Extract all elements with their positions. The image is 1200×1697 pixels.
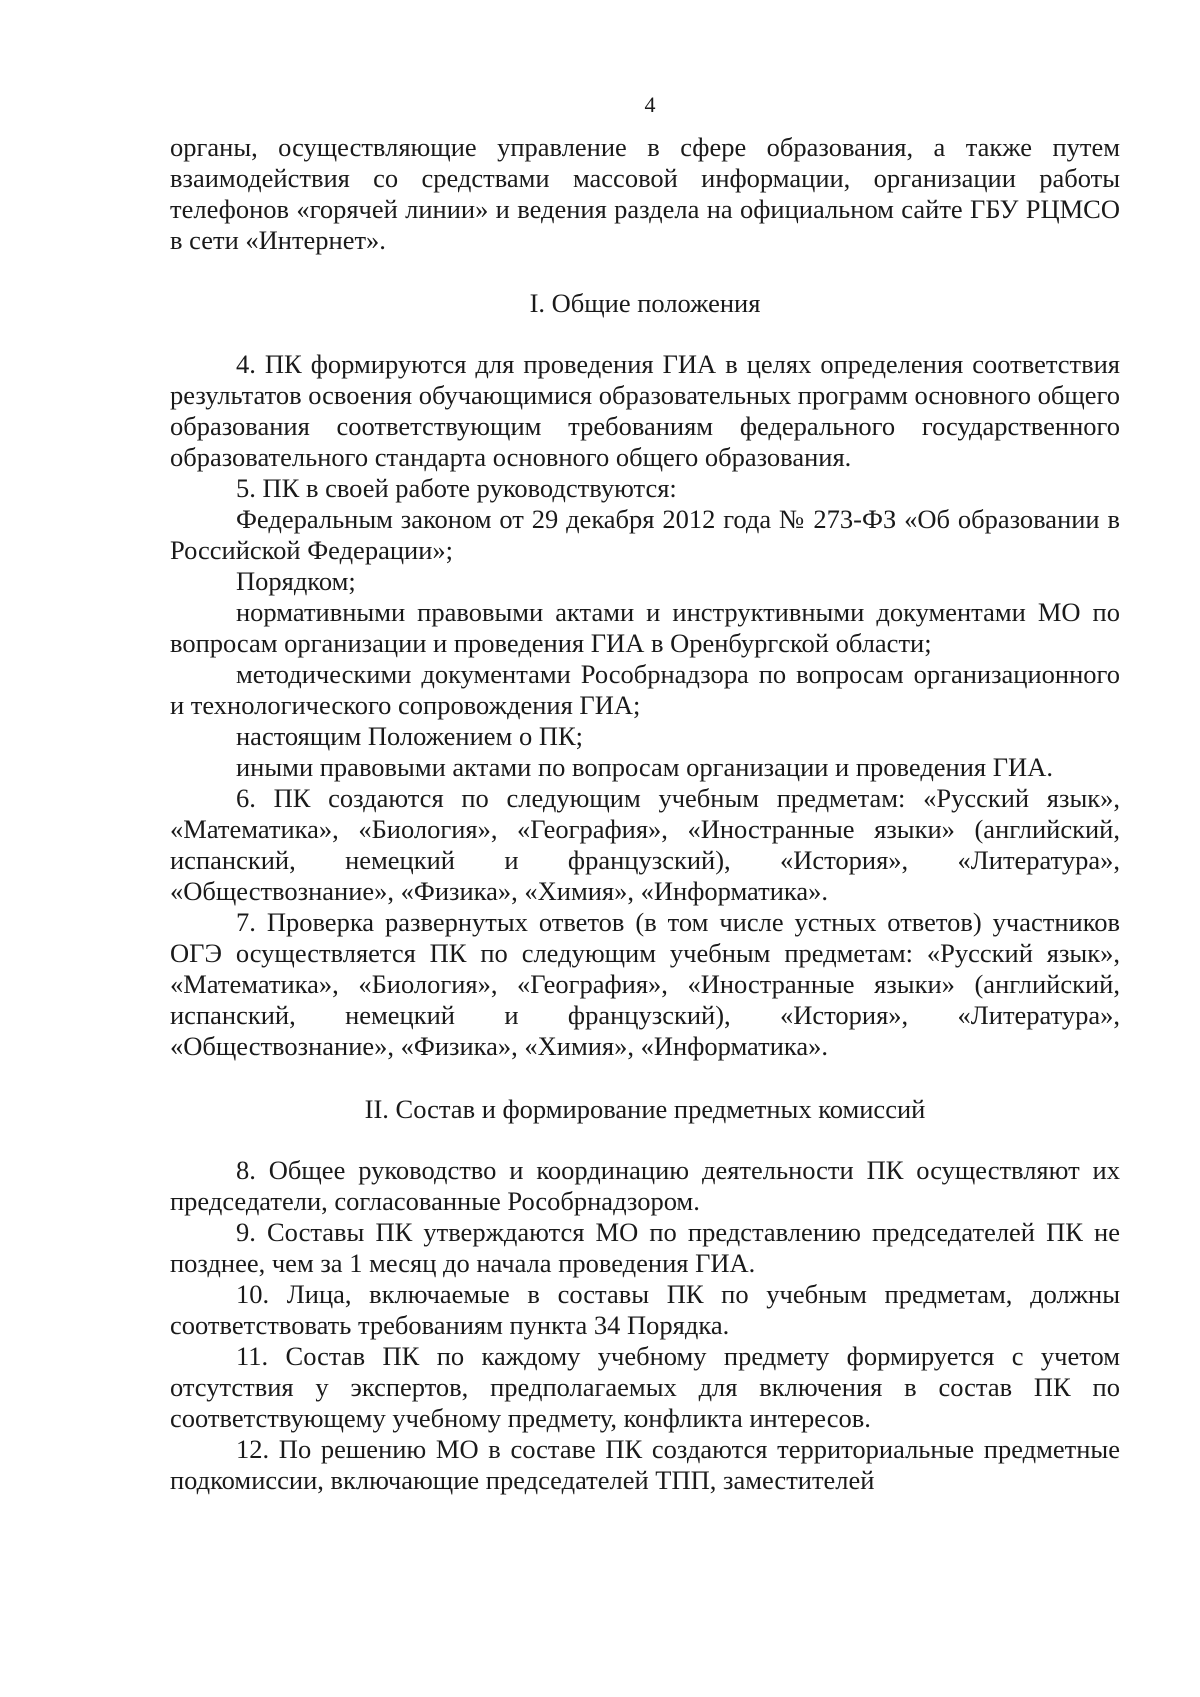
- paragraph-5-this-regulation: настоящим Положением о ПК;: [236, 721, 583, 751]
- paragraph-12: 12. По решению МО в составе ПК создаются территориальные предметные подкомиссии, включающие председателей ТПП, заместителей: [170, 1434, 1120, 1495]
- paragraph-5-methodical-docs: методическими документами Рособрнадзора по вопросам организационного и технологического сопровождения ГИА;: [170, 659, 1120, 720]
- paragraph-8: 8. Общее руководство и координацию деятельности ПК осуществляют их председатели, согласованные Рособрнадзором.: [170, 1155, 1120, 1216]
- paragraph-5-procedure: Порядком;: [236, 566, 356, 596]
- paragraph-4: 4. ПК формируются для проведения ГИА в целях определения соответствия результатов освоения обучающимися образовательных программ основного общего образования соответствующим требованиям федерального государственного образовательного стандарта основного общего образования.: [170, 349, 1121, 472]
- paragraph-7: 7. Проверка развернутых ответов (в том числе устных ответов) участников ОГЭ осуществляется ПК по следующим учебным предметам: «Русский язык», «Математика», «Биология», «География», «Иностранные языки» (английский, испанский, немецкий и французский), «История», «Литература», «Обществознание», «Физика», «Химия», «Информатика».: [170, 907, 1120, 1061]
- section-heading-general-provisions: I. Общие положения: [529, 288, 761, 318]
- paragraph-5-federal-law: Федеральным законом от 29 декабря 2012 года № 273-ФЗ «Об образовании в Российской Федерации»;: [170, 504, 1120, 565]
- paragraph-5-other-acts: иными правовыми актами по вопросам организации и проведения ГИА.: [236, 752, 1053, 782]
- section-heading-composition: II. Состав и формирование предметных комиссий: [364, 1094, 926, 1124]
- page-number: 4: [644, 92, 656, 117]
- intro-paragraph: органы, осуществляющие управление в сфере образования, а также путем взаимодействия со средствами массовой информации, организации работы телефонов «горячей линии» и ведения раздела на официальном сайте ГБУ РЦМСО в сети «Интернет».: [170, 132, 1120, 255]
- paragraph-5: 5. ПК в своей работе руководствуются:: [236, 473, 677, 503]
- paragraph-6: 6. ПК создаются по следующим учебным предметам: «Русский язык», «Математика», «Биология», «География», «Иностранные языки» (английский, испанский, немецкий и французский), «История», «Литература», «Обществознание», «Физика», «Химия», «Информатика».: [170, 783, 1120, 906]
- paragraph-11: 11. Состав ПК по каждому учебному предмету формируется с учетом отсутствия у экспертов, предполагаемых для включения в состав ПК по соответствующему учебному предмету, конфликта интересов.: [170, 1341, 1120, 1433]
- paragraph-9: 9. Составы ПК утверждаются МО по представлению председателей ПК не позднее, чем за 1 месяц до начала проведения ГИА.: [170, 1217, 1120, 1278]
- paragraph-10: 10. Лица, включаемые в составы ПК по учебным предметам, должны соответствовать требованиям пункта 34 Порядка.: [170, 1279, 1120, 1340]
- page-content: [170, 92, 1120, 1496]
- paragraph-5-normative-acts: нормативными правовыми актами и инструктивными документами МО по вопросам организации и проведения ГИА в Оренбургской области;: [170, 597, 1120, 658]
